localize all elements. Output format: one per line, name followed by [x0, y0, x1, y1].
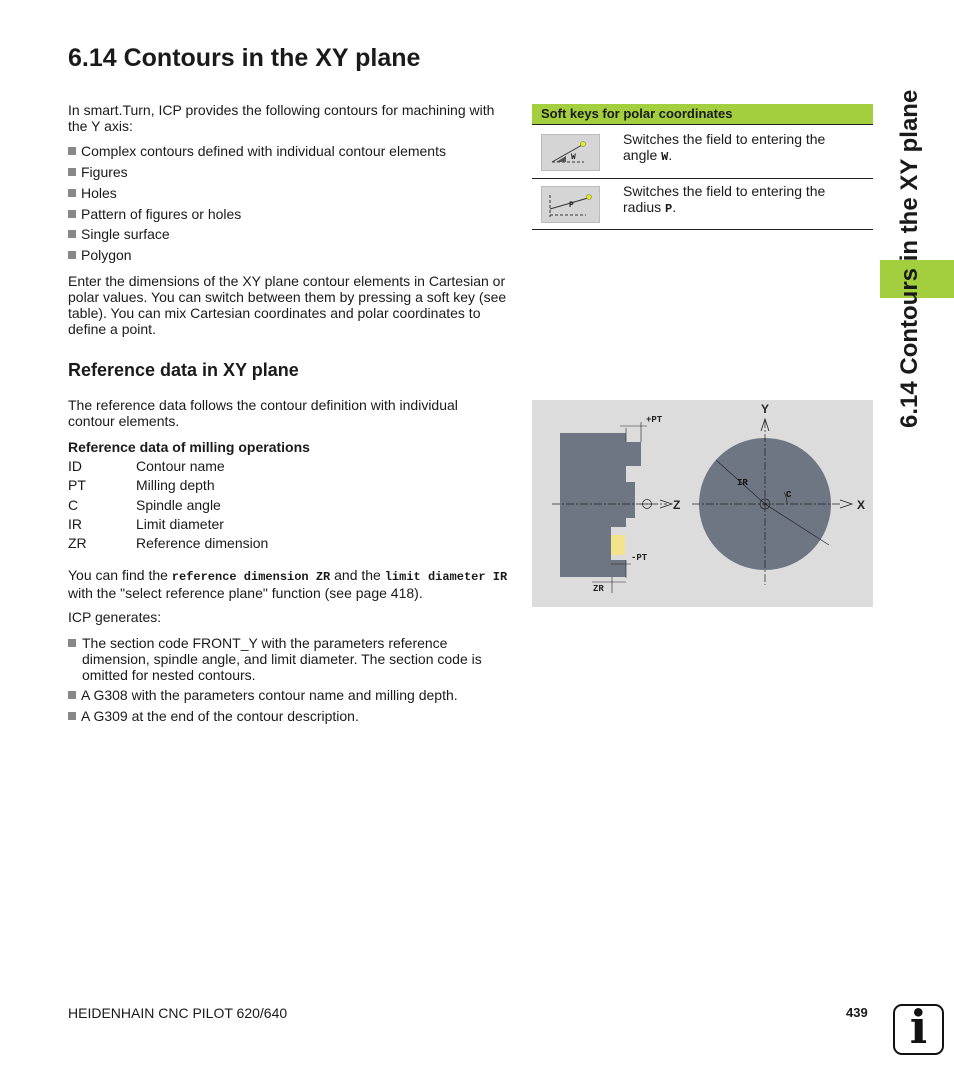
bullet-square-icon	[68, 691, 76, 699]
bullet-square-icon	[68, 168, 76, 176]
bullet-square-icon	[68, 639, 76, 647]
side-title: 6.14 Contours in the XY plane	[896, 89, 923, 428]
svg-text:-PT: -PT	[631, 553, 648, 563]
svg-text:P: P	[569, 201, 574, 210]
reference-paragraph: The reference data follows the contour definition with individual contour elements.	[68, 397, 458, 429]
bullet-square-icon	[68, 189, 76, 197]
svg-text:W: W	[571, 153, 576, 162]
page-number: 439	[846, 1005, 868, 1020]
divider	[532, 229, 873, 230]
svg-text:ZR: ZR	[593, 584, 604, 594]
reference-data-diagram	[532, 400, 873, 607]
find-paragraph: You can find the reference dimension ZR and the limit diameter IR with the "select reference plane" function (see page 418).	[68, 567, 508, 601]
footer-text: HEIDENHAIN CNC PILOT 620/640	[68, 1005, 288, 1021]
svg-text:C: C	[786, 490, 792, 500]
bullet-square-icon	[68, 712, 76, 720]
list-item: A G308 with the parameters contour name and milling depth.	[68, 687, 508, 703]
parameter-list: ID Contour name PT Milling depth C Spindle angle IR Limit diameter ZR Reference dimension	[68, 458, 269, 551]
list-item: Pattern of figures or holes	[68, 206, 241, 222]
svg-text:IR: IR	[737, 478, 748, 488]
section-heading: Reference data in XY plane	[68, 360, 299, 380]
divider	[532, 178, 873, 179]
bullet-square-icon	[68, 147, 76, 155]
subheading: Reference data of milling operations	[68, 439, 310, 455]
svg-text:X: X	[857, 498, 866, 512]
list-item: Holes	[68, 185, 117, 201]
list-item: A G309 at the end of the contour description.	[68, 708, 508, 724]
bullet-square-icon	[68, 230, 76, 238]
info-icon: i	[893, 1004, 944, 1055]
xy-plane-figure	[532, 400, 873, 607]
radius-p-softkey[interactable]	[541, 186, 600, 223]
svg-text:Z: Z	[673, 498, 681, 512]
icp-generates-label: ICP generates:	[68, 609, 162, 625]
svg-text:Y: Y	[761, 402, 770, 416]
angle-w-softkey-icon	[542, 135, 599, 170]
list-item: Single surface	[68, 226, 170, 242]
list-item: Figures	[68, 164, 128, 180]
divider	[532, 124, 873, 125]
softkey-description: Switches the field to entering the radius P.	[623, 183, 826, 216]
list-item: Complex contours defined with individual contour elements	[68, 143, 446, 159]
bullet-square-icon	[68, 251, 76, 259]
page-title: 6.14 Contours in the XY plane	[68, 44, 421, 72]
svg-text:+PT: +PT	[646, 415, 663, 425]
bullet-square-icon	[68, 210, 76, 218]
code-text: reference dimension ZR	[171, 570, 331, 584]
softkey-description: Switches the field to entering the angle W.	[623, 131, 826, 164]
angle-w-softkey[interactable]	[541, 134, 600, 171]
code-text: limit diameter IR	[384, 570, 508, 584]
list-item: The section code FRONT_Y with the parameters reference dimension, spindle angle, and limit diameter. The section code is omitted for nested contours.	[68, 635, 508, 683]
softkey-table-header: Soft keys for polar coordinates	[532, 104, 873, 124]
list-item: Polygon	[68, 247, 132, 263]
enter-dimensions-paragraph: Enter the dimensions of the XY plane contour elements in Cartesian or polar values. You can switch between them by pressing a soft key (see table). You can mix Cartesian coordinates and polar coordinates to define a point.	[68, 273, 507, 337]
intro-paragraph: In smart.Turn, ICP provides the following contours for machining with the Y axis:	[68, 102, 495, 134]
radius-p-softkey-icon	[542, 187, 599, 222]
